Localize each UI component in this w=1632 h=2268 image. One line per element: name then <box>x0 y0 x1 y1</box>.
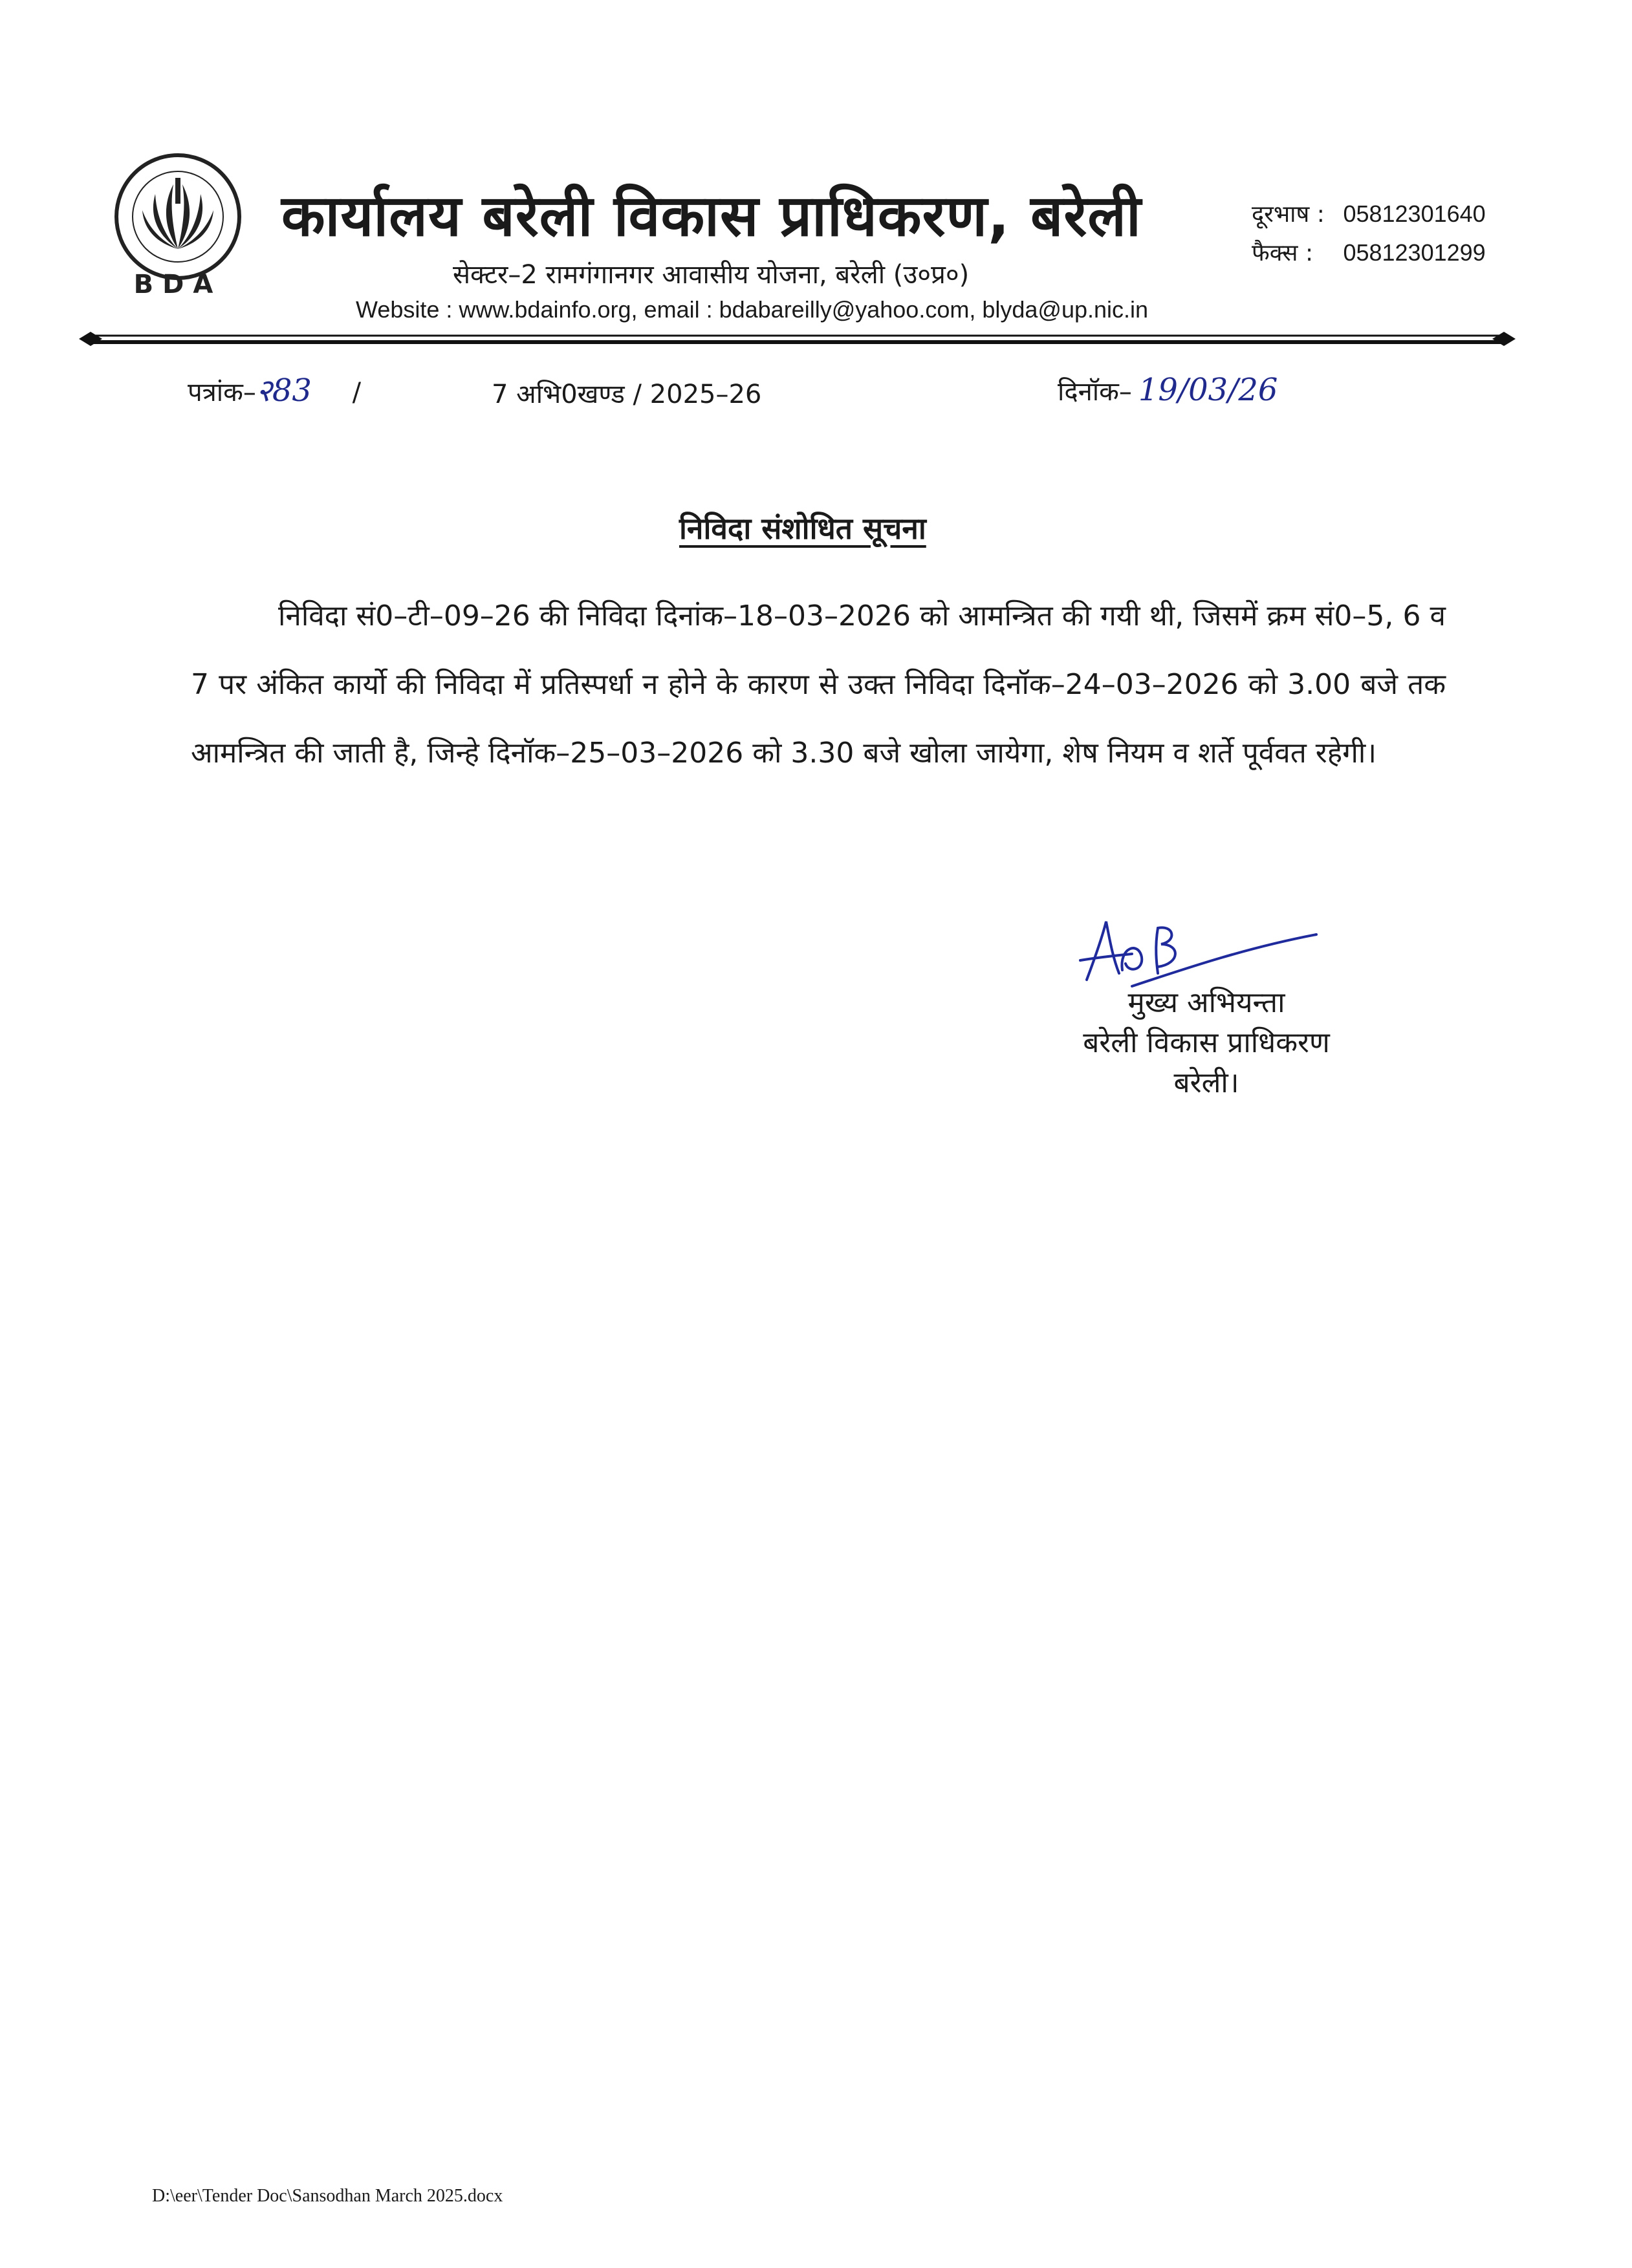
date-handwritten: 19/03/26 <box>1138 372 1278 408</box>
file-reference: 7 अभि0खण्ड / 2025–26 <box>492 380 762 409</box>
reference-label: पत्रांक– <box>188 378 256 407</box>
fax-label: फैक्स : <box>1252 240 1314 266</box>
notice-heading: निविदा संशोधित सूचना <box>679 511 926 546</box>
signatory-organization: बरेली विकास प्राधिकरण <box>1083 1026 1330 1059</box>
signatory-designation: मुख्य अभियन्ता <box>1127 986 1285 1019</box>
reference-separator: / <box>352 378 362 407</box>
document-file-path: D:\eer\Tender Doc\Sansodhan March 2025.docx <box>152 2186 503 2206</box>
reference-number-handwritten: २83 <box>256 373 312 409</box>
date-label: दिनॉक– <box>1058 377 1132 407</box>
phone-row <box>1252 197 1486 229</box>
signatory-block <box>1061 983 1352 1103</box>
signatory-city: बरेली। <box>1173 1066 1239 1099</box>
phone-label: दूरभाष : <box>1252 201 1325 228</box>
fax-row <box>1252 236 1486 268</box>
notice-body: निविदा सं0–टी–09–26 की निविदा दिनांक–18–03–2026 को आमन्त्रित की गयी थी, जिसमें क्रम सं0–5, 6 व 7 पर अंकित कार्यो की निविदा में प्रतिस्पर्धा न होने के कारण से उक्त निविदा दिनॉक–24–03–2026 को 3.00 बजे तक आमन्त्रित की जाती है, जिन्हे दिनॉक–25–03–2026 को 3.30 बजे खोला जायेगा, शेष नियम व शर्ते पूर्ववत रहेगी। <box>191 599 1446 770</box>
header-divider <box>78 327 1517 352</box>
reference-number <box>188 369 361 411</box>
bda-logo <box>97 146 259 307</box>
office-title: कार्यालय बरेली विकास प्राधिकरण, बरेली <box>281 182 1142 249</box>
fax-value: 05812301299 <box>1343 239 1486 266</box>
logo-text: BDA <box>133 270 223 299</box>
letter-date <box>1058 372 1278 408</box>
office-contacts: Website : www.bdainfo.org, email : bdabareilly@yahoo.com, blyda@up.nic.in <box>356 296 1149 323</box>
phone-value: 05812301640 <box>1343 200 1486 227</box>
office-address: सेक्टर–2 रामगंगानगर आवासीय योजना, बरेली (उ०प्र०) <box>453 260 970 290</box>
